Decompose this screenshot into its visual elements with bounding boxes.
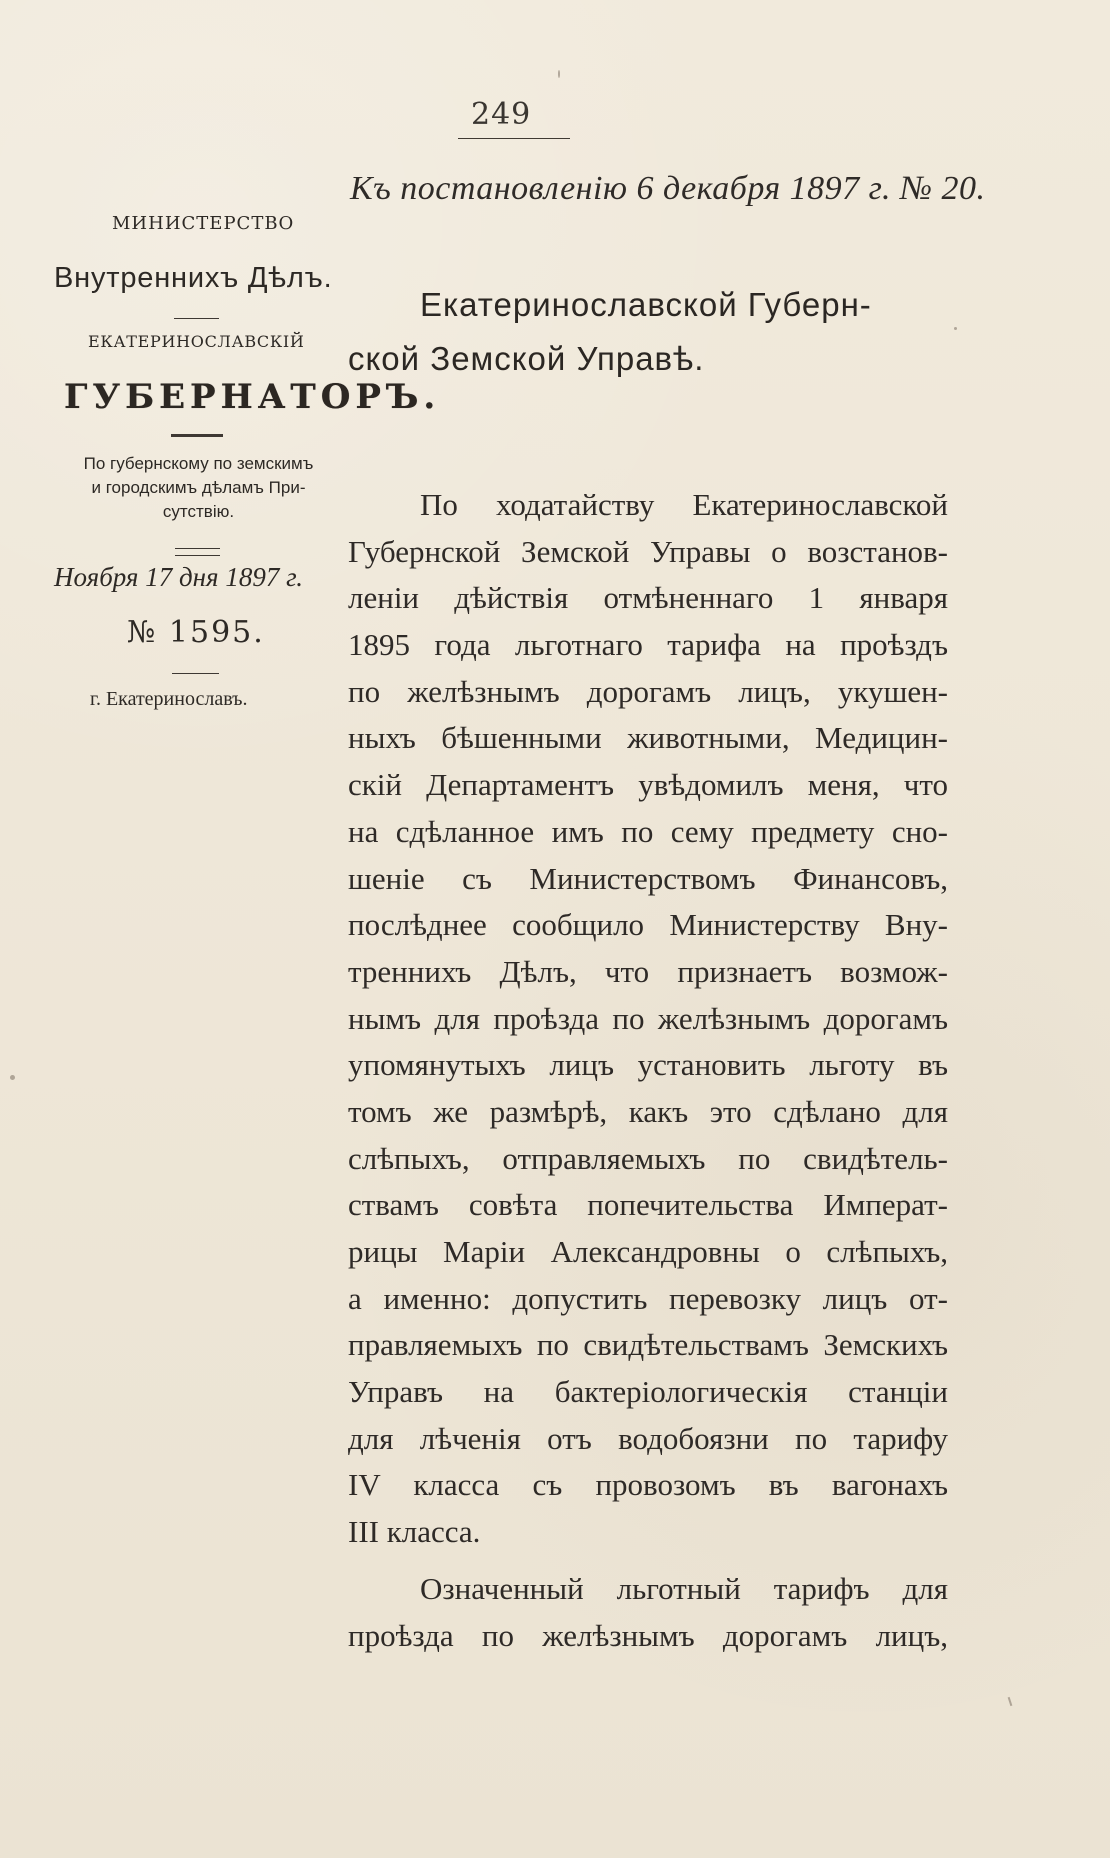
body-line: послѣднее сообщило Министерству Вну- xyxy=(348,907,948,943)
body-line: на сдѣланное имъ по сему предмету сно- xyxy=(348,813,948,849)
body-line: IV класса съ провозомъ въ вагонахъ xyxy=(348,1467,948,1503)
body-line: ствамъ совѣта попечительства Императ- xyxy=(348,1187,948,1223)
document-date: Ноября 17 дня 1897 г. xyxy=(54,562,303,592)
ministry-small-heading: МИНИСТЕРСТВО xyxy=(112,213,295,234)
body-line: проѣзда по желѣзнымъ дорогамъ лицъ, xyxy=(348,1617,948,1653)
body-line: леніи дѣйствія отмѣненнаго 1 января xyxy=(348,580,948,616)
body-line: По ходатайству Екатеринославской xyxy=(420,487,948,522)
paper-speck xyxy=(10,1075,15,1080)
document-place: г. Екатеринославъ. xyxy=(90,688,248,710)
body-line: а именно: допустить перевозку лицъ от- xyxy=(348,1280,948,1316)
ministry-large-heading: Внутреннихъ Дѣлъ. xyxy=(54,262,333,294)
body-line: треннихъ Дѣлъ, что признаетъ возмож- xyxy=(348,953,948,989)
body-line: шеніе съ Министерствомъ Финансовъ, xyxy=(348,860,948,896)
page-number: 249 xyxy=(471,97,532,132)
place-divider xyxy=(172,673,219,674)
body-line: правляемыхъ по свидѣтельствамъ Земскихъ xyxy=(348,1327,948,1363)
body-line: рицы Маріи Александровны о слѣпыхъ, xyxy=(348,1234,948,1269)
document-number: № 1595. xyxy=(127,615,265,650)
addressee-block xyxy=(348,278,948,386)
paper-mark xyxy=(1008,1697,1013,1706)
body-line: Управъ на бактеріологическія станціи xyxy=(348,1374,948,1410)
date-divider xyxy=(175,548,220,556)
body-line: скій Департаментъ увѣдомилъ меня, что xyxy=(348,767,948,803)
page-number-rule xyxy=(458,138,570,139)
governor-large-heading: ГУБЕРНАТОРЪ. xyxy=(64,377,441,417)
body-line: Означенный льготный тарифъ для xyxy=(420,1570,948,1606)
body-line: ныхъ бѣшенными животными, Медицин- xyxy=(348,720,948,756)
paragraph-gap xyxy=(348,1556,948,1566)
paper-speck xyxy=(558,70,560,78)
paper-speck xyxy=(954,327,957,330)
body-line: для лѣченія отъ водобоязни по тарифу xyxy=(348,1420,948,1456)
governor-divider xyxy=(171,434,223,437)
body-line: III класса. xyxy=(348,1514,481,1550)
body-line: упомянутыхъ лицъ установить льготу въ xyxy=(348,1047,948,1083)
addressee-line-1: Екатеринославской Губерн- xyxy=(420,286,872,323)
letter-body xyxy=(348,482,948,1659)
body-line: 1895 года льготнаго тарифа на проѣздъ xyxy=(348,627,948,663)
body-line: слѣпыхъ, отправляемыхъ по свидѣтель- xyxy=(348,1140,948,1176)
body-line: по желѣзнымъ дорогамъ лицъ, укушен- xyxy=(348,673,948,709)
document-reference: Къ постановленію 6 декабря 1897 г. № 20. xyxy=(350,170,986,207)
body-line: нымъ для проѣзда по желѣзнымъ дорогамъ xyxy=(348,1000,948,1036)
body-line: томъ же размѣрѣ, какъ это сдѣлано для xyxy=(348,1093,948,1129)
heading-divider xyxy=(174,318,219,319)
body-line: Губернской Земской Управы о возстанов- xyxy=(348,533,948,569)
addressee-line-2: ской Земской Управѣ. xyxy=(348,340,705,377)
department-note: По губернскому по земскимъ и городскимъ дѣламъ При- сутствію. xyxy=(83,454,314,521)
governor-small-heading: ЕКАТЕРИНОСЛАВСКІЙ xyxy=(88,332,305,351)
